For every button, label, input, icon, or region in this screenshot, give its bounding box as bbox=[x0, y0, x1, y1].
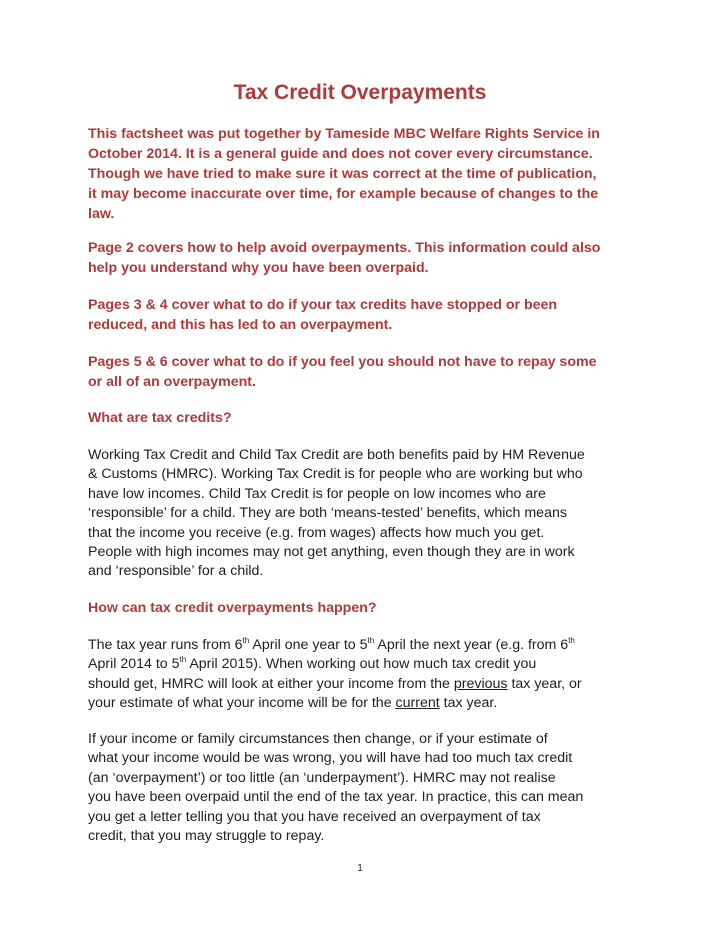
intro-line: Though we have tried to make sure it was correct at the time of publication, bbox=[88, 166, 597, 182]
taxyear-line: The tax year runs from 6th April one year to 5th April the next year (e.g. from 6th bbox=[88, 636, 575, 653]
what-line: ‘responsible’ for a child. They are both ‘means-tested’ benefits, which means bbox=[88, 505, 567, 522]
what-line: that the income you receive (e.g. from wages) affects how much you get. bbox=[88, 524, 545, 541]
intro-line: law. bbox=[88, 206, 115, 222]
current-underlined: current bbox=[395, 695, 440, 712]
what-line: People with high incomes may not get anything, even though they are in work bbox=[88, 544, 575, 561]
taxyear-line: should get, HMRC will look at either your income from the previous tax year, or bbox=[88, 675, 582, 692]
change-paragraph bbox=[88, 730, 648, 846]
what-line: have low incomes. Child Tax Credit is for people on low incomes who are bbox=[88, 485, 546, 502]
heading-how-overpayments-happen: How can tax credit overpayments happen? bbox=[88, 600, 377, 616]
intro-line: This factsheet was put together by Tameside MBC Welfare Rights Service in bbox=[88, 126, 600, 142]
change-line: you get a letter telling you that you have received an overpayment of tax bbox=[88, 808, 541, 825]
page-number: 1 bbox=[357, 863, 363, 874]
what-line: and ‘responsible’ for a child. bbox=[88, 563, 264, 580]
pages56-paragraph bbox=[88, 352, 648, 392]
intro-line: it may become inaccurate over time, for example because of changes to the bbox=[88, 186, 599, 202]
intro-line: October 2014. It is a general guide and does not cover every circumstance. bbox=[88, 146, 593, 162]
change-line: you have been overpaid until the end of the tax year. In practice, this can mean bbox=[88, 789, 584, 806]
change-line: If your income or family circumstances then change, or if your estimate of bbox=[88, 731, 548, 747]
pages56-line: Pages 5 & 6 cover what to do if you feel you should not have to repay some bbox=[88, 354, 597, 370]
pages56-line: or all of an overpayment. bbox=[88, 374, 256, 390]
pages34-paragraph bbox=[88, 295, 648, 335]
taxyear-paragraph bbox=[88, 636, 648, 714]
taxyear-line: April 2014 to 5th April 2015). When working out how much tax credit you bbox=[88, 655, 537, 673]
pages34-line: Pages 3 & 4 cover what to do if your tax credits have stopped or been bbox=[88, 297, 558, 313]
document-title: Tax Credit Overpayments bbox=[233, 81, 487, 104]
heading-what-are-tax-credits: What are tax credits? bbox=[88, 410, 232, 426]
what-line: Working Tax Credit and Child Tax Credit are both benefits paid by HM Revenue bbox=[88, 447, 585, 463]
what-paragraph bbox=[88, 446, 648, 582]
what-line: & Customs (HMRC). Working Tax Credit is for people who are working but who bbox=[88, 466, 583, 483]
page2-line: help you understand why you have been overpaid. bbox=[88, 260, 429, 276]
page2-line: Page 2 covers how to help avoid overpayments. This information could also bbox=[88, 240, 601, 256]
previous-underlined: previous bbox=[453, 675, 508, 692]
intro-paragraph bbox=[88, 124, 648, 224]
pages34-line: reduced, and this has led to an overpayment. bbox=[88, 317, 393, 333]
change-line: credit, that you may struggle to repay. bbox=[88, 828, 325, 845]
page2-paragraph bbox=[88, 238, 648, 278]
change-line: what your income would be was wrong, you will have had too much tax credit bbox=[88, 750, 573, 767]
change-line: (an ‘overpayment’) or too little (an ‘underpayment’). HMRC may not realise bbox=[88, 769, 556, 786]
taxyear-line: your estimate of what your income will be for the current tax year. bbox=[88, 695, 498, 712]
